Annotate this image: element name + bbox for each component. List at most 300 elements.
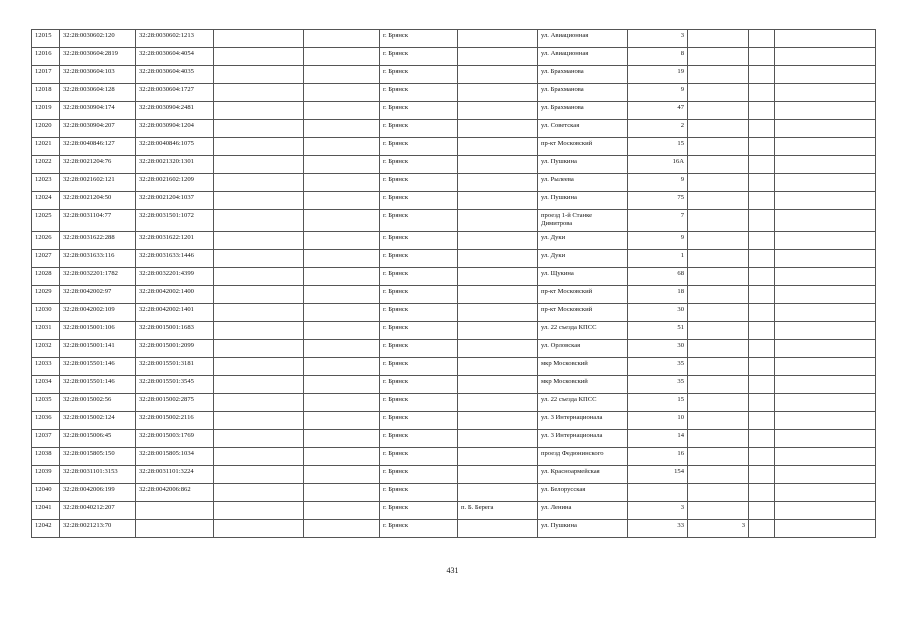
table-row bbox=[32, 286, 876, 304]
row-number: 12025 bbox=[32, 210, 60, 232]
blank-cell bbox=[749, 340, 775, 358]
row-number: 12035 bbox=[32, 394, 60, 412]
apartment-cell bbox=[688, 430, 749, 448]
house-cell: 30 bbox=[628, 304, 688, 322]
locality-cell bbox=[458, 394, 538, 412]
street-cell: ул. Дуки bbox=[538, 250, 628, 268]
row-number: 12027 bbox=[32, 250, 60, 268]
blank-cell bbox=[749, 322, 775, 340]
house-cell: 14 bbox=[628, 430, 688, 448]
blank-cell bbox=[214, 502, 304, 520]
blank-cell bbox=[749, 448, 775, 466]
city-cell: г. Брянск bbox=[380, 430, 458, 448]
table-row bbox=[32, 210, 876, 232]
street-cell: ул. 3 Интернационала bbox=[538, 430, 628, 448]
city-cell: г. Брянск bbox=[380, 448, 458, 466]
blank-cell bbox=[214, 340, 304, 358]
blank-cell bbox=[304, 394, 380, 412]
row-number: 12030 bbox=[32, 304, 60, 322]
street-cell: ул. 22 съезда КПСС bbox=[538, 394, 628, 412]
blank-cell bbox=[775, 156, 876, 174]
page-number: 431 bbox=[446, 566, 459, 575]
table-row bbox=[32, 502, 876, 520]
city-cell: г. Брянск bbox=[380, 66, 458, 84]
blank-cell bbox=[749, 268, 775, 286]
locality-cell bbox=[458, 174, 538, 192]
house-cell: 3 bbox=[628, 30, 688, 48]
row-number: 12017 bbox=[32, 66, 60, 84]
blank-cell bbox=[304, 484, 380, 502]
parent-cadastral-number: 32:28:0015001:2099 bbox=[136, 340, 214, 358]
apartment-cell bbox=[688, 30, 749, 48]
cadastral-number: 32:28:0030904:174 bbox=[60, 102, 136, 120]
cadastral-number: 32:28:0030604:103 bbox=[60, 66, 136, 84]
table-row bbox=[32, 412, 876, 430]
cadastral-number: 32:28:0030904:207 bbox=[60, 120, 136, 138]
cadastral-number: 32:28:0042006:199 bbox=[60, 484, 136, 502]
blank-cell bbox=[214, 466, 304, 484]
row-number: 12033 bbox=[32, 358, 60, 376]
parent-cadastral-number: 32:28:0040846:1075 bbox=[136, 138, 214, 156]
parent-cadastral-number: 32:28:0021320:1301 bbox=[136, 156, 214, 174]
house-cell: 75 bbox=[628, 192, 688, 210]
blank-cell bbox=[749, 232, 775, 250]
blank-cell bbox=[214, 250, 304, 268]
blank-cell bbox=[304, 322, 380, 340]
city-cell: г. Брянск bbox=[380, 138, 458, 156]
blank-cell bbox=[214, 448, 304, 466]
locality-cell bbox=[458, 102, 538, 120]
table-row bbox=[32, 84, 876, 102]
blank-cell bbox=[749, 304, 775, 322]
locality-cell bbox=[458, 322, 538, 340]
city-cell: г. Брянск bbox=[380, 102, 458, 120]
blank-cell bbox=[214, 322, 304, 340]
city-cell: г. Брянск bbox=[380, 192, 458, 210]
blank-cell bbox=[749, 30, 775, 48]
apartment-cell bbox=[688, 138, 749, 156]
blank-cell bbox=[304, 448, 380, 466]
blank-cell bbox=[214, 268, 304, 286]
city-cell: г. Брянск bbox=[380, 156, 458, 174]
row-number: 12026 bbox=[32, 232, 60, 250]
house-cell: 30 bbox=[628, 340, 688, 358]
cadastral-number: 32:28:0021213:70 bbox=[60, 520, 136, 538]
apartment-cell bbox=[688, 232, 749, 250]
row-number: 12040 bbox=[32, 484, 60, 502]
street-cell: ул. 3 Интернационала bbox=[538, 412, 628, 430]
street-cell: ул. Пушкина bbox=[538, 156, 628, 174]
street-cell: мкр Московский bbox=[538, 358, 628, 376]
blank-cell bbox=[214, 520, 304, 538]
table-row bbox=[32, 102, 876, 120]
cadastral-number: 32:28:0031633:116 bbox=[60, 250, 136, 268]
locality-cell bbox=[458, 192, 538, 210]
house-cell: 1 bbox=[628, 250, 688, 268]
apartment-cell: 3 bbox=[688, 520, 749, 538]
street-cell: ул. Брахманова bbox=[538, 102, 628, 120]
row-number: 12016 bbox=[32, 48, 60, 66]
row-number: 12018 bbox=[32, 84, 60, 102]
locality-cell bbox=[458, 520, 538, 538]
street-cell: пр-кт Московский bbox=[538, 304, 628, 322]
cadastral-number: 32:28:0031101:3153 bbox=[60, 466, 136, 484]
house-cell: 7 bbox=[628, 210, 688, 232]
parent-cadastral-number: 32:28:0031633:1446 bbox=[136, 250, 214, 268]
blank-cell bbox=[749, 430, 775, 448]
cadastral-number: 32:28:0031622:288 bbox=[60, 232, 136, 250]
table-row bbox=[32, 430, 876, 448]
parent-cadastral-number: 32:28:0031501:1072 bbox=[136, 210, 214, 232]
blank-cell bbox=[214, 286, 304, 304]
parent-cadastral-number bbox=[136, 520, 214, 538]
blank-cell bbox=[304, 268, 380, 286]
city-cell: г. Брянск bbox=[380, 286, 458, 304]
street-cell: ул. Ленина bbox=[538, 502, 628, 520]
blank-cell bbox=[749, 358, 775, 376]
row-number: 12036 bbox=[32, 412, 60, 430]
house-cell: 3 bbox=[628, 502, 688, 520]
parent-cadastral-number: 32:28:0015001:1683 bbox=[136, 322, 214, 340]
locality-cell bbox=[458, 232, 538, 250]
blank-cell bbox=[775, 376, 876, 394]
blank-cell bbox=[304, 286, 380, 304]
blank-cell bbox=[775, 66, 876, 84]
blank-cell bbox=[775, 138, 876, 156]
blank-cell bbox=[304, 250, 380, 268]
city-cell: г. Брянск bbox=[380, 394, 458, 412]
locality-cell bbox=[458, 250, 538, 268]
house-cell: 9 bbox=[628, 232, 688, 250]
blank-cell bbox=[775, 358, 876, 376]
locality-cell bbox=[458, 286, 538, 304]
locality-cell bbox=[458, 156, 538, 174]
cadastral-number: 32:28:0030604:2819 bbox=[60, 48, 136, 66]
blank-cell bbox=[775, 466, 876, 484]
city-cell: г. Брянск bbox=[380, 210, 458, 232]
city-cell: г. Брянск bbox=[380, 340, 458, 358]
blank-cell bbox=[214, 412, 304, 430]
street-cell: пр-кт Московский bbox=[538, 286, 628, 304]
table-row bbox=[32, 322, 876, 340]
street-cell: ул. Красноармейская bbox=[538, 466, 628, 484]
row-number: 12020 bbox=[32, 120, 60, 138]
house-cell: 68 bbox=[628, 268, 688, 286]
house-cell: 16 bbox=[628, 448, 688, 466]
street-cell: ул. Пушкина bbox=[538, 192, 628, 210]
row-number: 12029 bbox=[32, 286, 60, 304]
blank-cell bbox=[775, 304, 876, 322]
parent-cadastral-number: 32:28:0030604:1727 bbox=[136, 84, 214, 102]
apartment-cell bbox=[688, 102, 749, 120]
city-cell: г. Брянск bbox=[380, 358, 458, 376]
blank-cell bbox=[304, 84, 380, 102]
table-row bbox=[32, 250, 876, 268]
locality-cell: п. Б. Берега bbox=[458, 502, 538, 520]
city-cell: г. Брянск bbox=[380, 174, 458, 192]
cadastral-number: 32:28:0015002:124 bbox=[60, 412, 136, 430]
row-number: 12042 bbox=[32, 520, 60, 538]
blank-cell bbox=[775, 268, 876, 286]
table-row bbox=[32, 448, 876, 466]
cadastral-number: 32:28:0021204:50 bbox=[60, 192, 136, 210]
blank-cell bbox=[775, 484, 876, 502]
street-cell: ул. Авиационная bbox=[538, 48, 628, 66]
city-cell: г. Брянск bbox=[380, 520, 458, 538]
blank-cell bbox=[775, 340, 876, 358]
street-cell: проезд Федюнинского bbox=[538, 448, 628, 466]
parent-cadastral-number: 32:28:0031101:3224 bbox=[136, 466, 214, 484]
blank-cell bbox=[749, 102, 775, 120]
table-row bbox=[32, 376, 876, 394]
parent-cadastral-number: 32:28:0030604:4054 bbox=[136, 48, 214, 66]
row-number: 12028 bbox=[32, 268, 60, 286]
blank-cell bbox=[304, 66, 380, 84]
street-cell: проезд 1-й Станке Димитрова bbox=[538, 210, 628, 232]
locality-cell bbox=[458, 376, 538, 394]
parent-cadastral-number: 32:28:0042002:1401 bbox=[136, 304, 214, 322]
apartment-cell bbox=[688, 120, 749, 138]
blank-cell bbox=[304, 430, 380, 448]
blank-cell bbox=[775, 448, 876, 466]
parent-cadastral-number: 32:28:0015002:2116 bbox=[136, 412, 214, 430]
parent-cadastral-number: 32:28:0032201:4399 bbox=[136, 268, 214, 286]
parent-cadastral-number: 32:28:0015501:3181 bbox=[136, 358, 214, 376]
blank-cell bbox=[304, 520, 380, 538]
city-cell: г. Брянск bbox=[380, 250, 458, 268]
blank-cell bbox=[775, 412, 876, 430]
row-number: 12021 bbox=[32, 138, 60, 156]
locality-cell bbox=[458, 138, 538, 156]
row-number: 12038 bbox=[32, 448, 60, 466]
blank-cell bbox=[775, 84, 876, 102]
blank-cell bbox=[775, 210, 876, 232]
apartment-cell bbox=[688, 304, 749, 322]
locality-cell bbox=[458, 358, 538, 376]
city-cell: г. Брянск bbox=[380, 412, 458, 430]
locality-cell bbox=[458, 48, 538, 66]
row-number: 12041 bbox=[32, 502, 60, 520]
cadastral-number: 32:28:0015002:56 bbox=[60, 394, 136, 412]
blank-cell bbox=[214, 394, 304, 412]
cadastral-number: 32:28:0040846:127 bbox=[60, 138, 136, 156]
parent-cadastral-number: 32:28:0030604:4035 bbox=[136, 66, 214, 84]
apartment-cell bbox=[688, 156, 749, 174]
blank-cell bbox=[304, 340, 380, 358]
house-cell: 8 bbox=[628, 48, 688, 66]
cadastral-number: 32:28:0015006:45 bbox=[60, 430, 136, 448]
cadastral-number: 32:28:0030602:120 bbox=[60, 30, 136, 48]
apartment-cell bbox=[688, 84, 749, 102]
blank-cell bbox=[304, 412, 380, 430]
blank-cell bbox=[214, 48, 304, 66]
apartment-cell bbox=[688, 466, 749, 484]
blank-cell bbox=[304, 358, 380, 376]
table-row bbox=[32, 304, 876, 322]
locality-cell bbox=[458, 412, 538, 430]
house-cell: 15 bbox=[628, 138, 688, 156]
apartment-cell bbox=[688, 322, 749, 340]
blank-cell bbox=[775, 430, 876, 448]
parent-cadastral-number: 32:28:0021602:1209 bbox=[136, 174, 214, 192]
row-number: 12023 bbox=[32, 174, 60, 192]
city-cell: г. Брянск bbox=[380, 84, 458, 102]
blank-cell bbox=[749, 502, 775, 520]
city-cell: г. Брянск bbox=[380, 376, 458, 394]
street-cell: пр-кт Московский bbox=[538, 138, 628, 156]
apartment-cell bbox=[688, 394, 749, 412]
apartment-cell bbox=[688, 250, 749, 268]
blank-cell bbox=[304, 232, 380, 250]
apartment-cell bbox=[688, 66, 749, 84]
blank-cell bbox=[749, 210, 775, 232]
blank-cell bbox=[304, 376, 380, 394]
blank-cell bbox=[214, 304, 304, 322]
table-row bbox=[32, 156, 876, 174]
city-cell: г. Брянск bbox=[380, 268, 458, 286]
apartment-cell bbox=[688, 484, 749, 502]
apartment-cell bbox=[688, 502, 749, 520]
table-row bbox=[32, 268, 876, 286]
house-cell: 18 bbox=[628, 286, 688, 304]
blank-cell bbox=[749, 394, 775, 412]
blank-cell bbox=[214, 210, 304, 232]
parent-cadastral-number: 32:28:0015501:3545 bbox=[136, 376, 214, 394]
street-cell: ул. 22 съезда КПСС bbox=[538, 322, 628, 340]
blank-cell bbox=[214, 192, 304, 210]
city-cell: г. Брянск bbox=[380, 232, 458, 250]
blank-cell bbox=[304, 30, 380, 48]
parent-cadastral-number: 32:28:0042006:862 bbox=[136, 484, 214, 502]
parent-cadastral-number: 32:28:0015002:2875 bbox=[136, 394, 214, 412]
blank-cell bbox=[214, 174, 304, 192]
apartment-cell bbox=[688, 48, 749, 66]
house-cell: 154 bbox=[628, 466, 688, 484]
house-cell bbox=[628, 484, 688, 502]
cadastral-number: 32:28:0042002:97 bbox=[60, 286, 136, 304]
table-row bbox=[32, 192, 876, 210]
blank-cell bbox=[214, 430, 304, 448]
blank-cell bbox=[775, 322, 876, 340]
table-row bbox=[32, 520, 876, 538]
cadastral-number: 32:28:0021204:76 bbox=[60, 156, 136, 174]
cadastral-number: 32:28:0040212:207 bbox=[60, 502, 136, 520]
locality-cell bbox=[458, 484, 538, 502]
street-cell: ул. Пушкина bbox=[538, 520, 628, 538]
blank-cell bbox=[214, 120, 304, 138]
table-row bbox=[32, 120, 876, 138]
street-cell: ул. Орловская bbox=[538, 340, 628, 358]
blank-cell bbox=[749, 66, 775, 84]
city-cell: г. Брянск bbox=[380, 120, 458, 138]
row-number: 12037 bbox=[32, 430, 60, 448]
street-cell: ул. Дуки bbox=[538, 232, 628, 250]
blank-cell bbox=[304, 102, 380, 120]
table-row bbox=[32, 340, 876, 358]
locality-cell bbox=[458, 430, 538, 448]
locality-cell bbox=[458, 84, 538, 102]
blank-cell bbox=[775, 232, 876, 250]
row-number: 12024 bbox=[32, 192, 60, 210]
street-cell: ул. Белорусская bbox=[538, 484, 628, 502]
blank-cell bbox=[304, 120, 380, 138]
parent-cadastral-number bbox=[136, 502, 214, 520]
apartment-cell bbox=[688, 192, 749, 210]
blank-cell bbox=[775, 286, 876, 304]
locality-cell bbox=[458, 120, 538, 138]
locality-cell bbox=[458, 340, 538, 358]
row-number: 12015 bbox=[32, 30, 60, 48]
cadastral-number: 32:28:0030604:128 bbox=[60, 84, 136, 102]
blank-cell bbox=[749, 376, 775, 394]
house-cell: 51 bbox=[628, 322, 688, 340]
blank-cell bbox=[749, 250, 775, 268]
blank-cell bbox=[214, 376, 304, 394]
blank-cell bbox=[304, 192, 380, 210]
cadastral-number: 32:28:0032201:1782 bbox=[60, 268, 136, 286]
table-row bbox=[32, 138, 876, 156]
blank-cell bbox=[214, 84, 304, 102]
parent-cadastral-number: 32:28:0021204:1037 bbox=[136, 192, 214, 210]
street-cell: ул. Рылеева bbox=[538, 174, 628, 192]
cadastral-number: 32:28:0015001:106 bbox=[60, 322, 136, 340]
blank-cell bbox=[749, 192, 775, 210]
locality-cell bbox=[458, 30, 538, 48]
locality-cell bbox=[458, 448, 538, 466]
cadastral-number: 32:28:0021602:121 bbox=[60, 174, 136, 192]
city-cell: г. Брянск bbox=[380, 48, 458, 66]
cadastral-number: 32:28:0015501:146 bbox=[60, 358, 136, 376]
parent-cadastral-number: 32:28:0015003:1769 bbox=[136, 430, 214, 448]
parent-cadastral-number: 32:28:0030904:2481 bbox=[136, 102, 214, 120]
table-row bbox=[32, 466, 876, 484]
row-number: 12031 bbox=[32, 322, 60, 340]
cadastral-number: 32:28:0015501:146 bbox=[60, 376, 136, 394]
street-cell: ул. Щукина bbox=[538, 268, 628, 286]
parent-cadastral-number: 32:28:0030904:1204 bbox=[136, 120, 214, 138]
register-rows bbox=[32, 30, 876, 538]
row-number: 12019 bbox=[32, 102, 60, 120]
table-row bbox=[32, 174, 876, 192]
apartment-cell bbox=[688, 376, 749, 394]
table-row bbox=[32, 30, 876, 48]
table-row bbox=[32, 66, 876, 84]
cadastral-number: 32:28:0031104:77 bbox=[60, 210, 136, 232]
blank-cell bbox=[775, 174, 876, 192]
apartment-cell bbox=[688, 340, 749, 358]
city-cell: г. Брянск bbox=[380, 466, 458, 484]
street-cell: мкр Московский bbox=[538, 376, 628, 394]
blank-cell bbox=[304, 502, 380, 520]
blank-cell bbox=[749, 520, 775, 538]
house-cell: 47 bbox=[628, 102, 688, 120]
house-cell: 16А bbox=[628, 156, 688, 174]
house-cell: 2 bbox=[628, 120, 688, 138]
cadastral-number: 32:28:0015001:141 bbox=[60, 340, 136, 358]
table-row bbox=[32, 232, 876, 250]
blank-cell bbox=[775, 48, 876, 66]
street-cell: ул. Брахманова bbox=[538, 84, 628, 102]
city-cell: г. Брянск bbox=[380, 304, 458, 322]
blank-cell bbox=[749, 156, 775, 174]
row-number: 12022 bbox=[32, 156, 60, 174]
blank-cell bbox=[775, 102, 876, 120]
blank-cell bbox=[214, 30, 304, 48]
locality-cell bbox=[458, 210, 538, 232]
blank-cell bbox=[775, 394, 876, 412]
house-cell: 9 bbox=[628, 174, 688, 192]
city-cell: г. Брянск bbox=[380, 484, 458, 502]
